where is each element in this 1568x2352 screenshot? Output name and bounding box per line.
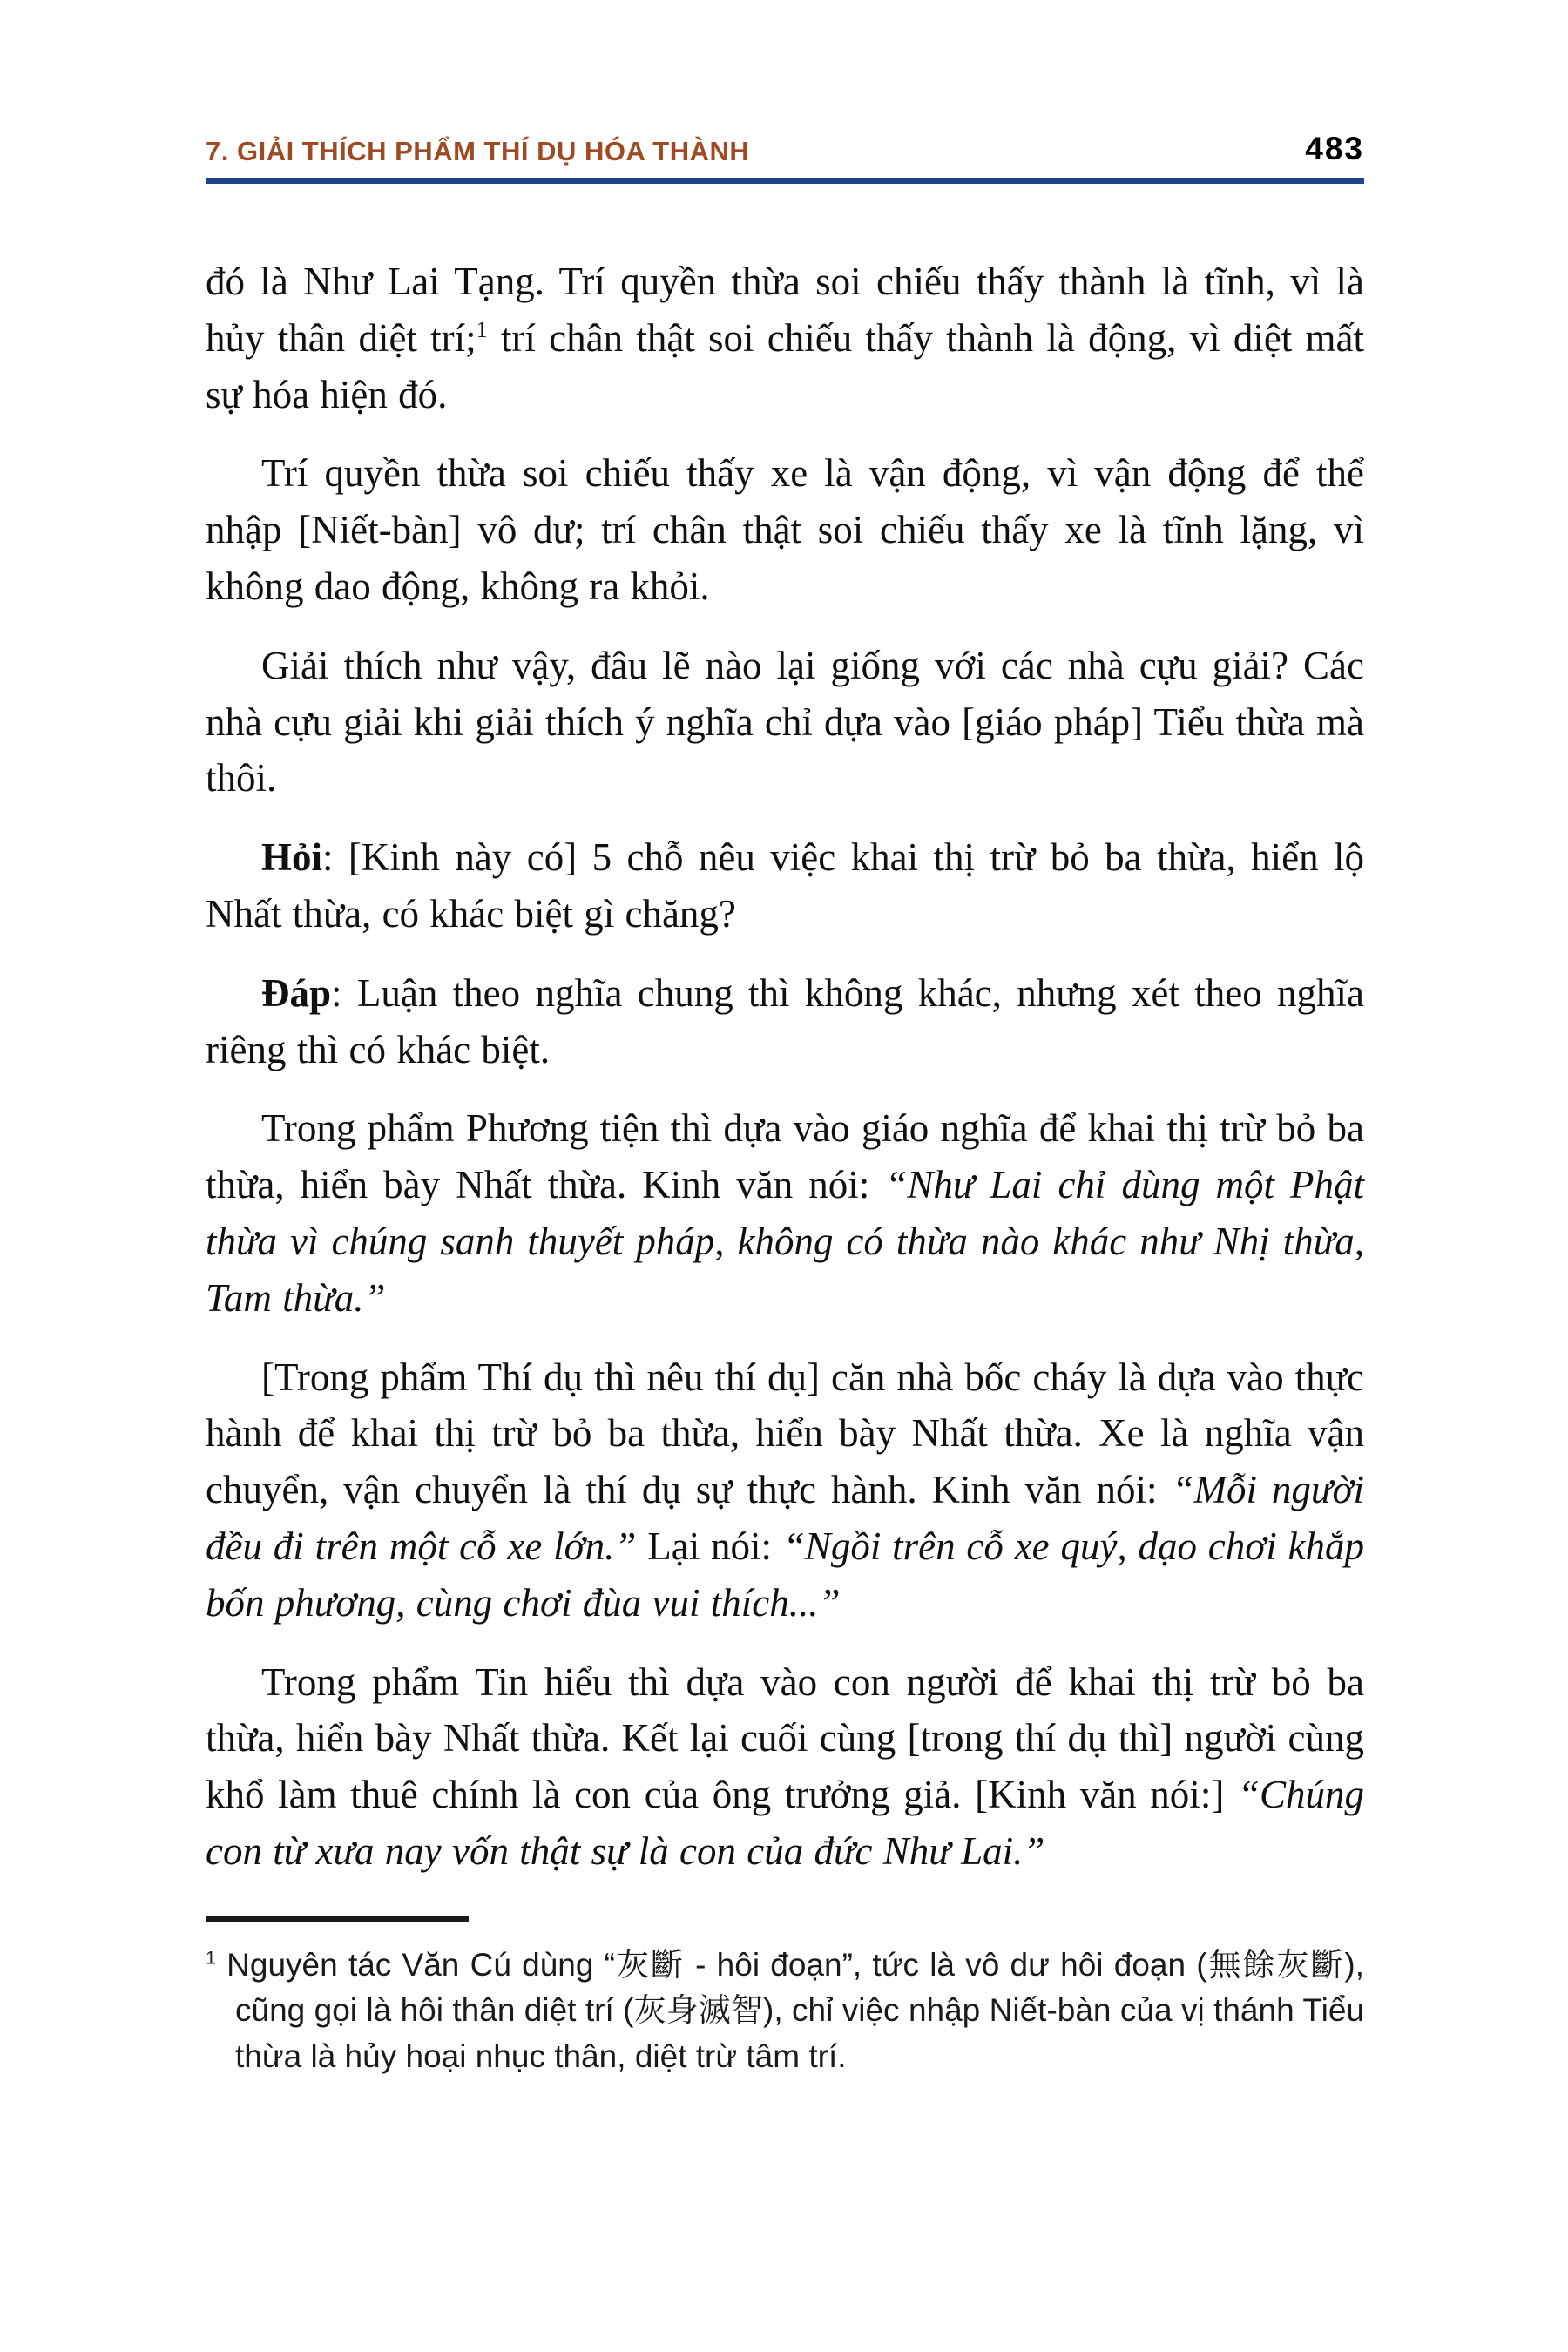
text-run: Trí quyền thừa soi chiếu thấy xe là vận động, vì vận động để thể nhập [Niết-bàn] vô dư; trí chân thật soi chiếu thấy xe là tĩnh lặng, vì không dao động, không ra khỏi. bbox=[206, 451, 1364, 608]
question-label: Hỏi bbox=[261, 835, 323, 880]
paragraph-question bbox=[206, 829, 1364, 943]
header-rule bbox=[206, 178, 1364, 184]
text-run: đó là Như Lai Tạng. Trí quyền thừa soi chiếu thấy thành là tĩnh, vì là hủy thân diệt trí; bbox=[206, 260, 1364, 360]
text-run: : Luận theo nghĩa chung thì không khác, nhưng xét theo nghĩa riêng thì có khác biệt. bbox=[206, 970, 1364, 1071]
text-run: Trong phẩm Tin hiểu thì dựa vào con người để khai thị trừ bỏ ba thừa, hiển bày Nhất thừa. Kết lại cuối cùng [trong thí dụ thì] người cùng khổ làm thuê chính là con của ông trưởng giả. [Kinh văn nói:] bbox=[206, 1659, 1364, 1817]
paragraph-7 bbox=[206, 1349, 1364, 1632]
text-run: trí chân thật soi chiếu thấy thành là động, vì diệt mất sự hóa hiện đó. bbox=[206, 315, 1365, 416]
paragraph-answer bbox=[206, 965, 1364, 1078]
chapter-title: 7. GIẢI THÍCH PHẨM THÍ DỤ HÓA THÀNH bbox=[206, 136, 750, 166]
page-header bbox=[206, 131, 1364, 167]
text-run: [Trong phẩm Thí dụ thì nêu thí dụ] căn nhà bốc cháy là dựa vào thực hành để khai thị trừ bỏ ba thừa, hiển bày Nhất thừa. Xe là nghĩa vận chuyển, vận chuyển là thí dụ sự thực hành. Kinh văn nói: bbox=[206, 1355, 1364, 1512]
footnote-text: Nguyên tác Văn Cú dùng “灰斷 - hôi đoạn”, tức là vô dư hôi đoạn (無餘灰斷), cũng gọi là hôi thân diệt trí (灰身滅智), chỉ việc nhập Niết-bàn của vị thánh Tiểu thừa là hủy hoại nhục thân, diệt trừ tâm trí. bbox=[215, 1946, 1364, 2074]
footnote-area bbox=[206, 1916, 1364, 2080]
body-text bbox=[206, 253, 1364, 1880]
footnote-ref: 1 bbox=[476, 316, 488, 342]
footnote-separator bbox=[206, 1916, 469, 1922]
paragraph-2 bbox=[206, 445, 1364, 614]
page-number: 483 bbox=[1305, 131, 1364, 166]
paragraph-3 bbox=[206, 638, 1364, 807]
scripture-quote: “Ngồi trên cỗ xe quý, dạo chơi khắp bốn phương, cùng chơi đùa vui thích...” bbox=[206, 1524, 1365, 1625]
paragraph-8 bbox=[206, 1654, 1364, 1880]
footnote-marker: 1 bbox=[206, 1947, 216, 1969]
text-run: Trong phẩm Phương tiện thì dựa vào giáo nghĩa để khai thị trừ bỏ ba thừa, hiển bày Nhất thừa. Kinh văn nói: bbox=[206, 1106, 1364, 1207]
text-run: : [Kinh này có] 5 chỗ nêu việc khai thị trừ bỏ ba thừa, hiển lộ Nhất thừa, có khác biệt gì chăng? bbox=[206, 835, 1364, 936]
scripture-quote: “Như Lai chỉ dùng một Phật thừa vì chúng sanh thuyết pháp, không có thừa nào khác như Nhị thừa, Tam thừa.” bbox=[206, 1163, 1364, 1320]
footnote-1 bbox=[206, 1943, 1364, 2080]
scripture-quote: “Mỗi người đều đi trên một cỗ xe lớn.” bbox=[206, 1468, 1364, 1568]
text-run: Lại nói: bbox=[636, 1524, 783, 1568]
paragraph-6 bbox=[206, 1100, 1364, 1326]
text-run: Giải thích như vậy, đâu lẽ nào lại giống với các nhà cựu giải? Các nhà cựu giải khi giải thích ý nghĩa chỉ dựa vào [giáo pháp] Tiểu thừa mà thôi. bbox=[206, 643, 1364, 801]
answer-label: Đáp bbox=[261, 970, 332, 1015]
scripture-quote: “Chúng con từ xưa nay vốn thật sự là con của đức Như Lai.” bbox=[206, 1773, 1364, 1873]
paragraph-1 bbox=[206, 253, 1364, 422]
